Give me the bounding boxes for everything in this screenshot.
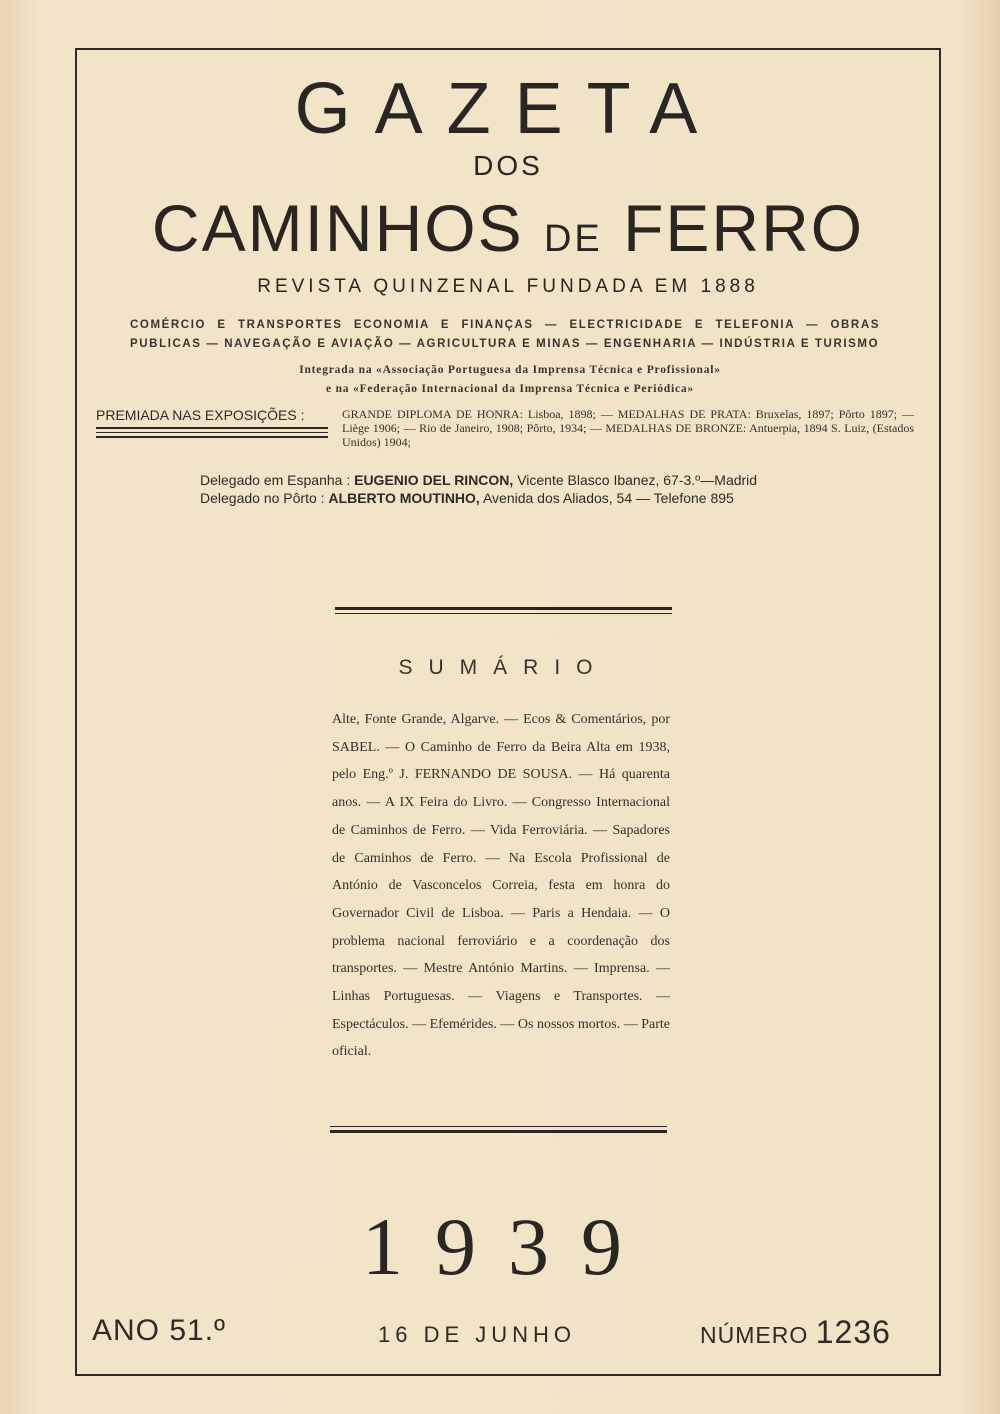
masthead-word-caminhos: CAMINHOS (151, 191, 524, 265)
premiada-rule (96, 427, 328, 429)
issue-number-value: 1236 (815, 1314, 891, 1350)
masthead-subtitle: REVISTA QUINZENAL FUNDADA EM 1888 (257, 276, 759, 297)
premiada-label: PREMIADA NAS EXPOSIÇÕES : (96, 407, 305, 423)
masthead-title-dos: DOS (473, 150, 543, 181)
integrada-line-1: Integrada na «Associação Portuguesa da Imprensa Técnica e Profissional» (299, 364, 721, 376)
delegado-prefix: Delegado em Espanha : (200, 472, 355, 488)
masthead-title-caminhos-de-ferro (75, 190, 941, 266)
delegado-espanha (200, 472, 757, 488)
delegado-address: Avenida dos Aliados, 54 — Telefone 895 (479, 490, 734, 506)
sumario-rule-top (335, 607, 672, 610)
issue-year-number: ANO 51.º (92, 1314, 227, 1347)
sumario-rule-bottom (330, 1130, 667, 1133)
integrada-note (180, 361, 840, 399)
sumario-rule-top (335, 613, 672, 614)
issue-date: 16 DE JUNHO (378, 1322, 577, 1347)
delegado-name: ALBERTO MOUTINHO, (328, 490, 480, 506)
delegado-prefix: Delegado no Pôrto : (200, 490, 329, 506)
masthead-word-de: DE (543, 218, 603, 260)
issue-number-label: NÚMERO (700, 1322, 809, 1348)
sumario-title: SUMÁRIO (398, 656, 609, 679)
masthead-topics: COMÉRCIO E TRANSPORTES ECONOMIA E FINANÇAS — ELECTRICIDADE E TELEFONIA — OBRAS PUBLICAS — NAVEGAÇÃO E AVIAÇÃO — AGRICULTURA E MINAS — ENGENHARIA — INDÚSTRIA E TURISMO (130, 319, 880, 350)
premiada-text: GRANDE DIPLOMA DE HONRA: Lisboa, 1898; — MEDALHAS DE PRATA: Bruxelas, 1897; Pôrto 1897; — Liège 1906; — Rio de Janeiro, 1908; Pôrto, 1934; — MEDALHAS DE BRONZE: Antuerpia, 1894 S. Luiz, (Estados Unidos) 1904; (342, 407, 914, 449)
delegado-address: Vicente Blasco Ibanez, 67-3.º—Madrid (513, 472, 758, 488)
sumario-body: Alte, Fonte Grande, Algarve. — Ecos & Comentários, por SABEL. — O Caminho de Ferro da Beira Alta em 1938, pelo Eng.º J. FERNANDO DE SOUSA. — Há quarenta anos. — A IX Feira do Livro. — Congresso Internacional de Caminhos de Ferro. — Vida Ferroviária. — Sapadores de Caminhos de Ferro. — Na Escola Profissional de António de Vasconcelos Correia, festa em honra do Governador Civil de Lisboa. — Paris a Hendaia. — O problema nacional ferroviário e a coordenação dos transportes. — Mestre António Martins. — Imprensa. — Linhas Portuguesas. — Viagens e Transportes. — Espectáculos. — Efemérides. — Os nossos mortos. — Parte oficial. (332, 712, 670, 1060)
delegado-porto (200, 490, 734, 506)
delegado-name: EUGENIO DEL RINCON, (354, 472, 514, 488)
issue-number (700, 1314, 891, 1351)
sumario-rule-bottom (330, 1126, 667, 1127)
masthead-word-ferro: FERRO (623, 191, 865, 265)
premiada-rule (96, 432, 328, 433)
premiada-rule (96, 436, 328, 438)
masthead-title-gazeta: GAZETA (294, 69, 722, 149)
integrada-line-2: e na «Federação Internacional da Imprensa Técnica e Periódica» (326, 383, 694, 395)
year: 1939 (362, 1201, 654, 1292)
